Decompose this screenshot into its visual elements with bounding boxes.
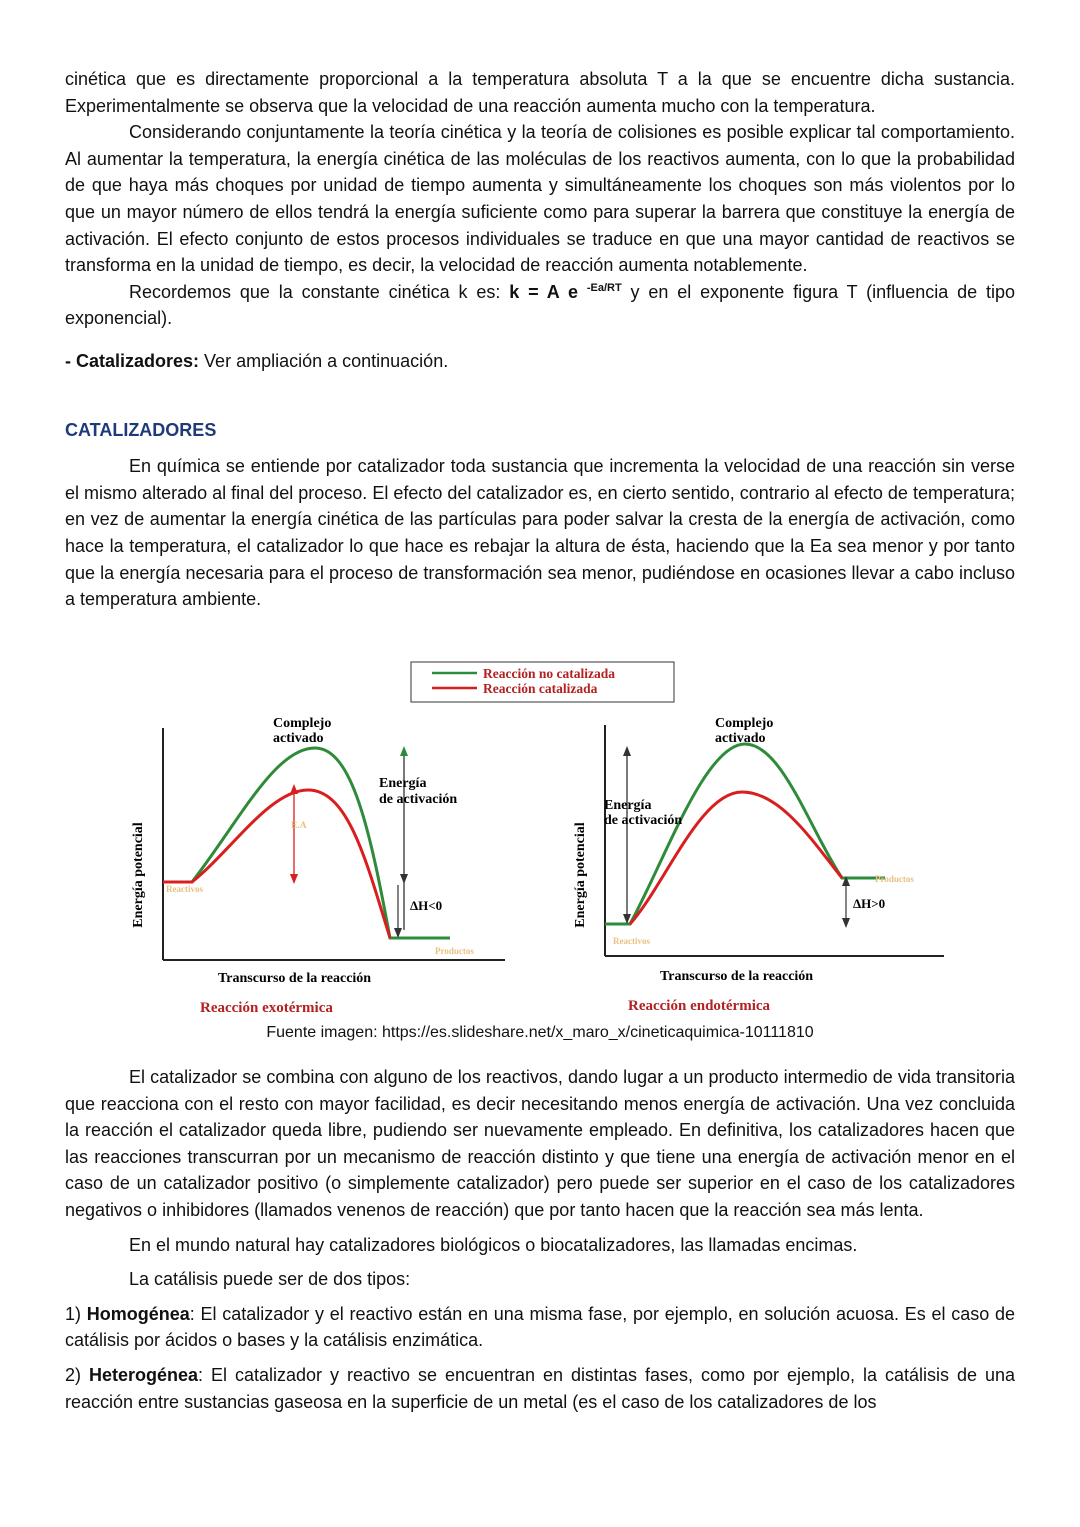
right-products-label: Productos	[875, 874, 914, 884]
catalysts-bullet: - Catalizadores: Ver ampliación a continuación.	[65, 350, 449, 371]
paragraph-rate-constant: Recordemos que la constante cinética k es: k = A e $^{-Ea/RT}$ y en el exponente figura T (influencia de tipo exponencial).	[65, 281, 1015, 329]
paragraph-kinetic-energy: cinética que es directamente proporcional a la temperatura absoluta T a la que se encuentre dicha sustancia. Experimentalmente se observa que la velocidad de una reacción aumenta mucho con la temperatura.	[65, 69, 1015, 116]
document-body-lower	[65, 1064, 1015, 1415]
section-heading: CATALIZADORES	[65, 419, 217, 440]
left-y-label: Energía potencial	[131, 822, 146, 928]
paragraph-collision-theory: Considerando conjuntamente la teoría cinética y la teoría de colisiones es posible explicar tal comportamiento. Al aumentar la temperatura, la energía cinética de las moléculas de los reactivos aumenta, con lo que la probabilidad de que haya más choques por unidad de tiempo aumenta y simultáneamente los choques son más violentos por lo que un mayor número de ellos tendrá la energía suficiente como para superar la barrera que constituye la energía de activación. El efecto conjunto de estos procesos individuales se traduce en que una mayor cantidad de reactivos se transforma en la unidad de tiempo, es decir, la velocidad de reacción aumenta notablemente.	[65, 122, 1015, 276]
left-activation-label-2: de activación	[379, 792, 458, 807]
legend-label-catalyzed: Reacción catalizada	[483, 681, 598, 696]
exothermic-diagram	[131, 716, 505, 1016]
left-x-label: Transcurso de la reacción	[218, 971, 372, 986]
right-y-label: Energía potencial	[573, 822, 588, 928]
right-curve-uncatalyzed	[605, 744, 885, 924]
paragraph-catalyst-mechanism: El catalizador se combina con alguno de los reactivos, dando lugar a un producto intermedio de vida transitoria que reacciona con el resto con mayor facilidad, es decir necesitando menos energía de activación. Una vez concluida la reacción el catalizador queda libre, pudiendo ser nuevamente empleado. En definitiva, los catalizadores hacen que las reacciones transcurran por un mecanismo de reacción distinto y que tiene una energía de activación menor en el caso de un catalizador positivo (o simplemente catalizador) pero puede ser superior en el caso de los catalizadores negativos o inhibidores (llamados venenos de reacción) que por tanto hacen que la reacción sea más lenta.	[65, 1067, 1015, 1220]
right-activation-label-2: de activación	[604, 813, 683, 828]
left-products-label: Productos	[435, 946, 474, 956]
left-complex-label-1: Complejo	[273, 716, 332, 731]
left-ea-small-label: E.A	[291, 821, 307, 831]
list-item-heterogeneous: 2) Heterogénea: El catalizador y reactivo se encuentran en distintas fases, como por ejemplo, la catálisis de una reacción entre sustancias gaseosa en la superficie de un metal (es el caso de los catalizadores de los	[65, 1364, 1015, 1412]
energy-profile-figure	[120, 660, 960, 1025]
endothermic-diagram	[573, 716, 944, 1014]
paragraph-catalyst-definition: En química se entiende por catalizador toda sustancia que incrementa la velocidad de una reacción sin verse el mismo alterado al final del proceso. El efecto del catalizador es, en cierto sentido, contrario al efecto de temperatura; en vez de aumentar la energía cinética de las partículas para poder salvar la cresta de la energía de activación, como hace la temperatura, el catalizador lo que hace es rebajar la altura de ésta, haciendo que la Ea sea menor y por tanto que la energía necesaria para el proceso de transformación sea menor, pudiéndose en ocasiones llevar a cabo incluso a temperatura ambiente.	[65, 456, 1015, 610]
list-item-homogeneous: 1) Homogénea: El catalizador y el reactivo están en una misma fase, por ejemplo, en solución acuosa. Es el caso de catálisis por ácidos o bases y la catálisis enzimática.	[65, 1303, 1015, 1351]
formula-exponent: -Ea/RT	[586, 281, 622, 294]
left-caption: Reacción exotérmica	[200, 1000, 333, 1016]
left-curve-catalyzed	[163, 790, 390, 938]
energy-diagrams	[120, 660, 960, 1025]
left-activation-label-1: Energía	[379, 776, 427, 791]
left-reactants-label: Reactivos	[166, 884, 203, 894]
left-complex-label-2: activado	[273, 731, 324, 746]
document-body	[65, 66, 1015, 613]
legend-label-uncatalyzed: Reacción no catalizada	[483, 666, 615, 681]
legend	[411, 662, 674, 702]
right-complex-label-2: activado	[715, 731, 766, 746]
right-delta-h-label: ΔH>0	[853, 896, 886, 911]
left-delta-h-label: ΔH<0	[410, 898, 443, 913]
paragraph-catalysis-types: La catálisis puede ser de dos tipos:	[129, 1269, 411, 1290]
right-complex-label-1: Complejo	[715, 716, 774, 731]
right-caption: Reacción endotérmica	[628, 998, 771, 1014]
right-reactants-label: Reactivos	[613, 936, 650, 946]
right-activation-label-1: Energía	[604, 798, 652, 813]
rate-constant-formula: k = A e	[509, 281, 578, 302]
image-source: Fuente imagen: https://es.slideshare.net/x_maro_x/cineticaquimica-10111810	[266, 1024, 814, 1041]
right-x-label: Transcurso de la reacción	[660, 969, 814, 984]
paragraph-biocatalysts: En el mundo natural hay catalizadores biológicos o biocatalizadores, las llamadas encimas.	[129, 1234, 858, 1255]
